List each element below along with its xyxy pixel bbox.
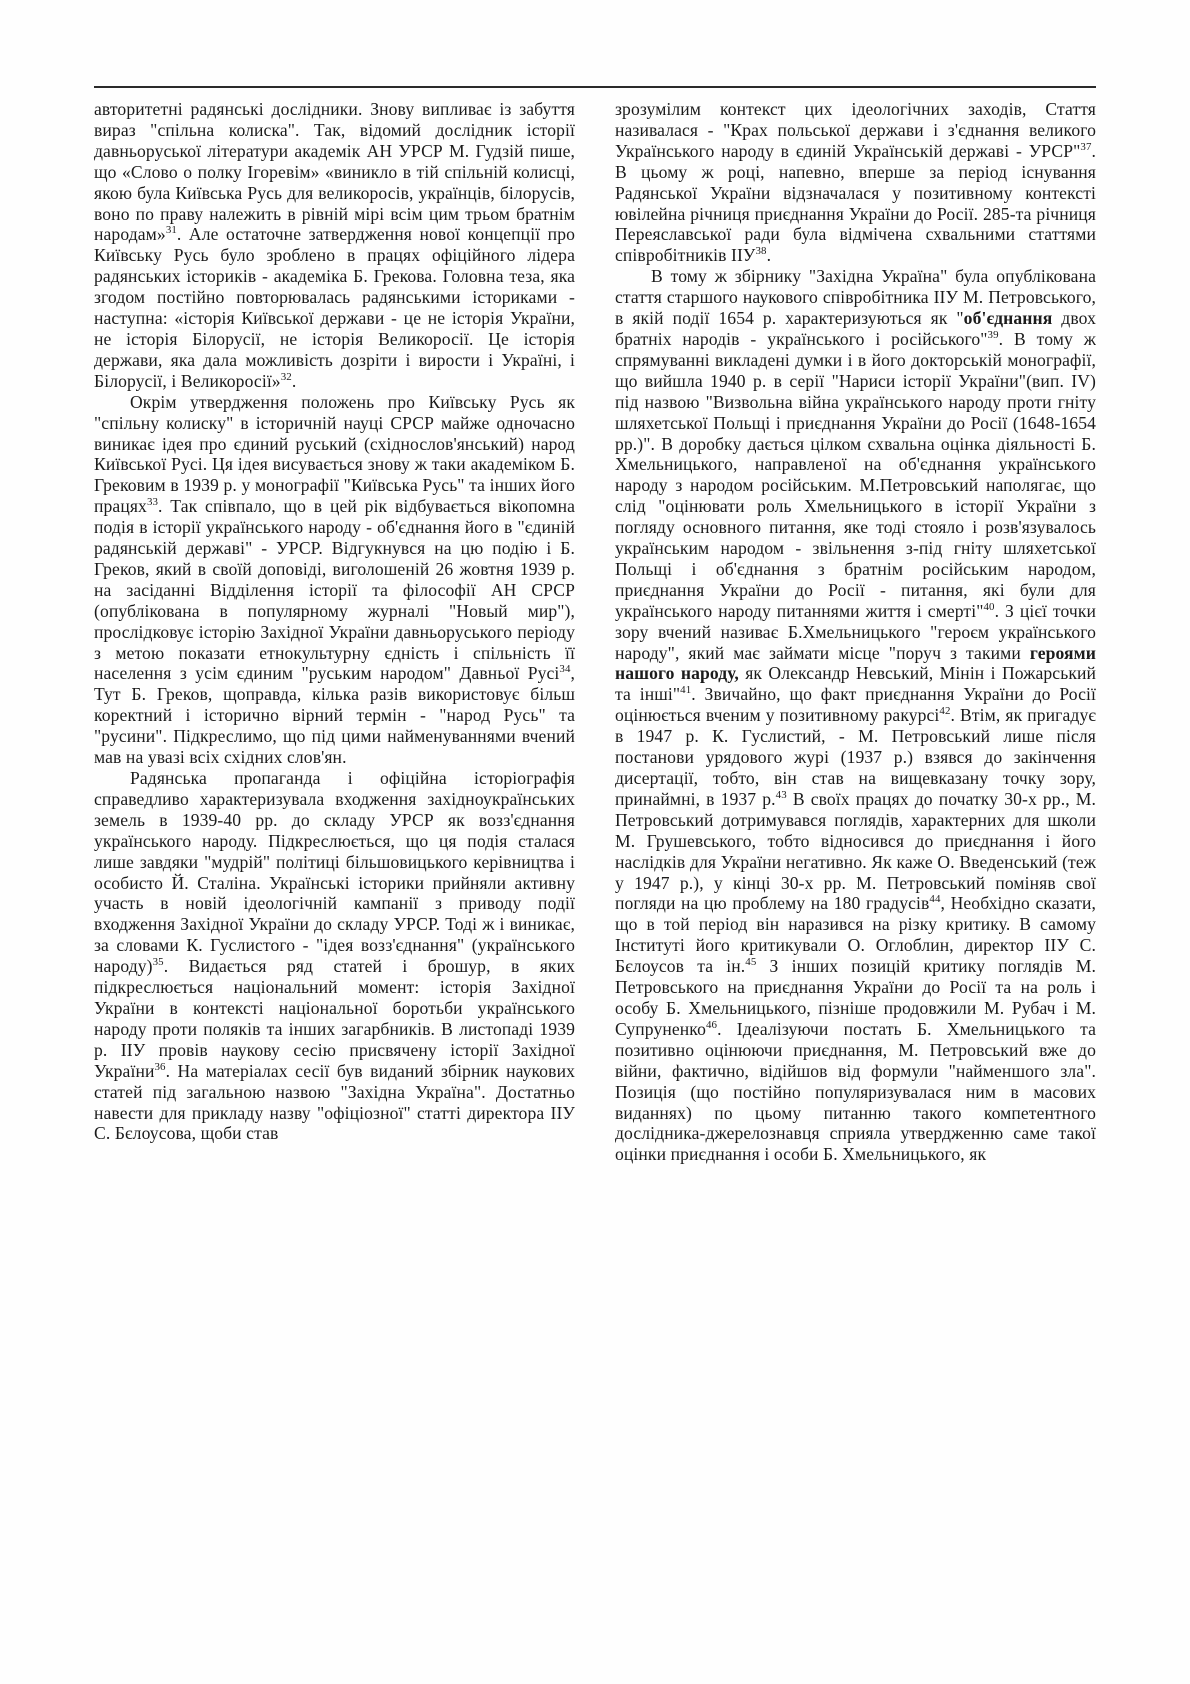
footnote-ref: 42	[939, 705, 951, 718]
footnote-ref: 38	[755, 245, 767, 258]
paragraph	[615, 99, 1096, 266]
footnote-ref: 45	[745, 956, 757, 969]
footnote-ref: 41	[680, 684, 692, 697]
two-column-layout	[94, 99, 1096, 1165]
footnote-ref: 31	[165, 224, 177, 237]
paragraph	[615, 266, 1096, 1165]
footnote-ref: 36	[154, 1060, 166, 1073]
footnote-ref: 32	[280, 370, 292, 383]
left-column	[94, 99, 575, 1165]
text-run: В своїх працях до початку 30-х рр., М. Петровський дотримувався поглядів, характерних для школи М. Грушевського, тобто відносився до приєднання і його наслідків для України негативно. Як каже О. Введенський (теж у 1947 р.), у кінці 30-х рр. М. Петровський поміняв свої погляди на цю проблему на 180 градусів	[615, 788, 1096, 914]
footnote-ref: 40	[983, 600, 995, 613]
text-run: В тому ж збірнику "Західна Україна" була опублікована стаття старшого наукового співробітника ІІУ М. Петровського, в якій події 1654 р. характеризуються як "	[615, 266, 1096, 329]
footnote-ref: 33	[146, 496, 159, 509]
footnote-ref: 43	[775, 789, 787, 802]
paragraph	[94, 392, 575, 768]
text-run: . Але остаточне затвердження нової концепції про Київську Русь було зроблено в працях офіційного лідера радянських істориків - академіка Б. Грекова. Головна теза, яка згодом постійно повторювалась радянськими істориками - наступна: «історія Київської держави - це не історія України, не історія Білорусії, не історія Великоросії. Це історія держави, яка дала можливість дозріти і вирости і Україні, і Білорусії, і Великоросії»	[94, 224, 575, 391]
text-run: об'єднання	[963, 308, 1053, 329]
text-run: , Тут Б. Греков, щоправда, кілька разів використовує більш коректний і історично вірний термін - "народ Русь" та "русини". Підкреслимо, що під цими найменуваннями вчений мав на увазі всіх східних слов'ян.	[94, 663, 575, 768]
footnote-ref: 35	[152, 956, 164, 969]
text-run: .	[291, 370, 297, 391]
footnote-ref: 37	[1080, 140, 1092, 153]
text-run: . З цієї точки зору вчений називає Б.Хмельницького "героєм українського народу", який має займати місце "поруч з такими	[615, 600, 1096, 663]
footnote-ref: 46	[705, 1019, 718, 1032]
paragraph	[94, 768, 575, 1144]
text-run: Радянська пропаганда і офіційна історіографія справедливо характеризувала входження західноукраїнських земель в 1939-40 рр. до складу УРСР як возз'єднання українського народу. Підкреслюється, що ця подія сталася лише завдяки "мудрій" політиці більшовицького керівництва і особисто Й. Сталіна. Українські історики прийняли активну участь в новій ідеологічній кампанії з приводу події входження Західної України до складу УРСР. Тоді ж і виникає, за словами К. Гуслистого - "ідея возз'єднання" (українського народу)	[94, 768, 575, 977]
footnote-ref: 39	[987, 329, 999, 342]
text-run: зрозумілим контекст цих ідеологічних заходів, Стаття називалася - "Крах польської держави і з'єднання великого Українського народу в єдиній Українській державі - УРСР"	[615, 99, 1096, 161]
right-column	[615, 99, 1096, 1165]
text-run: .	[766, 245, 772, 266]
text-run: . В цьому ж році, напевно, вперше за період існування Радянської України відзначалася у позитивному контексті ювілейна річниця приєднання України до Росії. 285-та річниця Переяславської ради була відмічена схвальними статтями співробітників ІІУ	[615, 140, 1096, 266]
text-run: . Так співпало, що в цей рік відбувається вікопомна подія в історії українського народу - об'єднання його в "єдиній радянській державі" - УРСР. Відгукнувся на цю подію і Б. Греков, який в своїй доповіді, виголошеній 26 жовтня 1939 р. на засіданні Відділення історії та філософії АН СРСР (опублікована в популярному журналі "Новый мир"), прослідковує історію Західної України давньоруського періоду з метою показати етнокультурну єдність і спільність її населення з усім єдиним "руським народом" Давньої Русі	[94, 496, 575, 684]
text-run: Окрім утвердження положень про Київську Русь як "спільну колиску" в історичній науці СРСР майже одночасно виникає ідея про єдиний руський (східнослов'янський) народ Київської Русі. Ця ідея висувається знову ж таки академіком Б. Грековим в 1939 р. у монографії "Київська Русь" та інших його працях	[94, 391, 575, 517]
text-run: . Звичайно, що факт приєднання України до Росії оцінюється вченим у позитивному ракурсі	[615, 684, 1096, 726]
text-run: авторитетні радянські дослідники. Знову випливає із забуття вираз "спільна колиска". Так, відомий дослідник історії давньоруської літератури академік АН УРСР М. Гудзій пише, що «Слово о полку Ігоревім» «виникло в тій спільній колисці, якою була Київська Русь для великоросів, українців, білорусів, воно по праву належить в рівній мірі всім цим трьом братнім народам»	[94, 99, 575, 245]
text-run: . Втім, як пригадує в 1947 р. К. Гуслистий, - М. Петровський лише після постанови урядового журі (1937 р.) взявся до закінчення дисертації, тобто, він став на вищевказану точку зору, принаймні, в 1937 р.	[615, 705, 1096, 809]
text-run: героями нашого народу,	[615, 642, 1096, 684]
text-run: З інших позицій критику поглядів М. Петровського на приєднання України до Росії та на роль і особу Б. Хмельницького, пізніше продовжили М. Рубач і М. Супруненко	[615, 956, 1096, 1039]
footnote-ref: 44	[929, 893, 941, 906]
text-run: . В тому ж спрямуванні викладені думки і в його докторській монографії, що вийшла 1940 р. в серії "Нариси історії України"(вип. IV) під назвою "Визвольна війна українського народу проти гніту шляхетської Польщі і приєднання України до Росії (1648-1654 рр.)". В доробку дається цілком схвальна оцінка діяльності Б. Хмельницького, направленої на об'єднання українського народу з народом російським. М.Петровський наполягає, що слід "оцінювати роль Хмельницького в історії України з погляду основного питання, яке тоді стояло і розв'язувалось українським народом - звільнення з-під гніту шляхетської Польщі і об'єднання з братнім російським народом, приєднання України до Росії - питання, які були для українського народу питаннями життя і смерті"	[615, 328, 1096, 621]
paragraph	[94, 99, 575, 392]
text-run: . На матеріалах сесії був виданий збірник наукових статей під загальною назвою "Західна Україна". Достатньо навести для прикладу назву "офіціозної" статті директора ІІУ С. Бєлоусова, щоби став	[94, 1060, 575, 1144]
header-rule	[94, 86, 1096, 88]
text-run: , Необхідно сказати, що в той період він наразився на різку критику. В самому Інституті його критикували О. Оглоблин, директор ІІУ С. Бєлоусов та ін.	[615, 893, 1096, 977]
text-run: . Видається ряд статей і брошур, в яких підкреслюється національний момент: історія Західної України в контексті національної боротьби українського народу проти поляків та інших загарбників. В листопаді 1939 р. ІІУ провів наукову сесію присвячену історії Західної України	[94, 956, 575, 1081]
footnote-ref: 34	[559, 663, 571, 676]
text-run: двох братніх народів - українського і російського"	[615, 308, 1096, 349]
text-run: . Ідеалізуючи постать Б. Хмельницького та позитивно оцінюючи приєднання, М. Петровський вже до війни, фактично, відійшов від формули "найменшого зла". Позиція (що постійно популяризувалася ним в масових виданнях) по цьому питанню такого компетентного дослідника-джерелознавця сприяла утвердженню саме такої оцінки приєднання і особи Б. Хмельницького, як	[615, 1018, 1096, 1165]
text-run: як Олександр Невський, Мінін і Пожарський та інші"	[615, 663, 1096, 705]
